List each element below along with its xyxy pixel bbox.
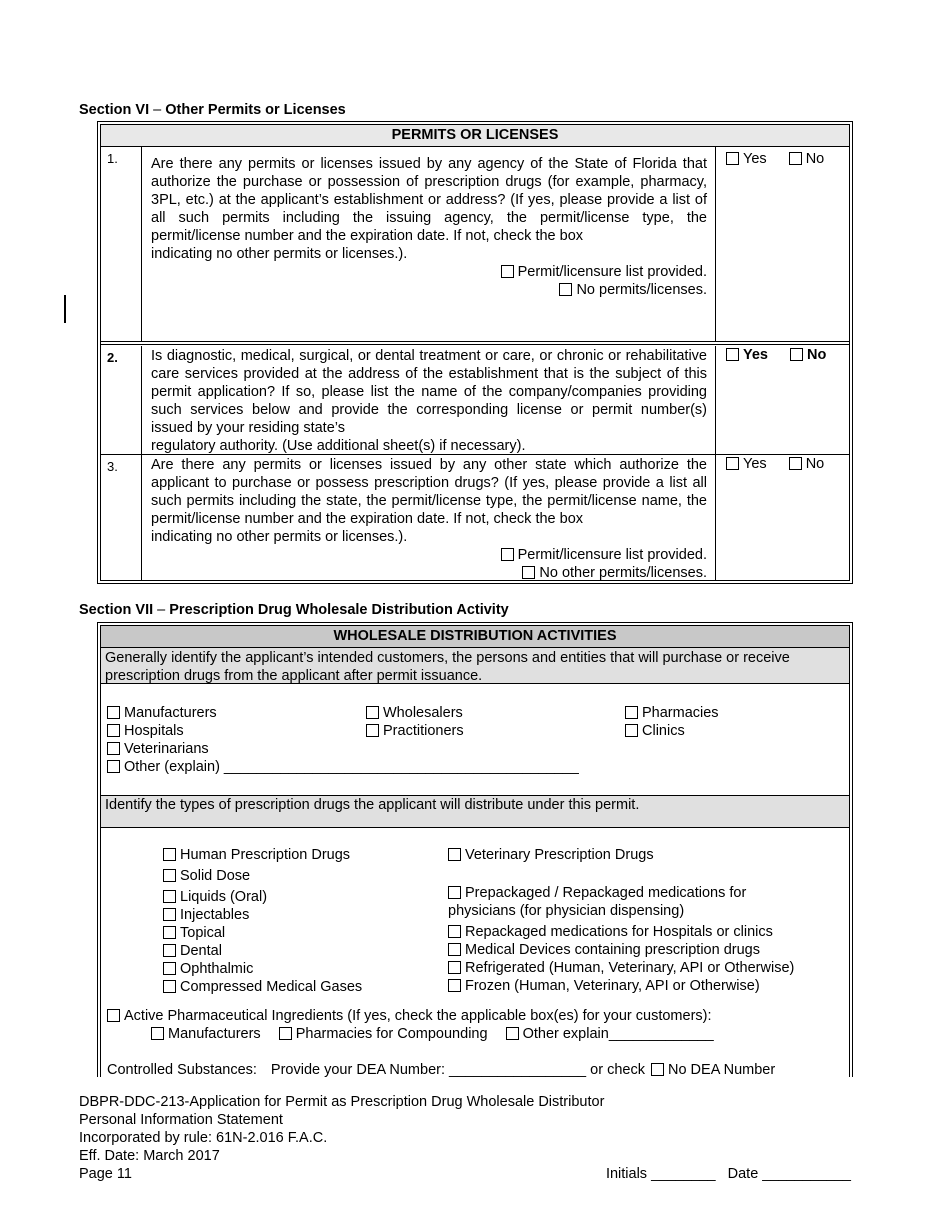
- checkbox[interactable]: [559, 283, 572, 296]
- checkbox[interactable]: [501, 548, 514, 561]
- drug-repackaged-hospitals[interactable]: Repackaged medications for Hospitals or clinics: [448, 923, 794, 941]
- customer-other[interactable]: Other (explain) ____________________________________________: [107, 758, 579, 776]
- checkbox[interactable]: [448, 925, 461, 938]
- drugs-right-col: [448, 846, 794, 995]
- checkbox[interactable]: [448, 886, 461, 899]
- checkbox[interactable]: [448, 848, 461, 861]
- drugs-left-col: [163, 846, 362, 996]
- no-checkbox[interactable]: [790, 348, 803, 361]
- page-number: Page 11: [79, 1166, 132, 1182]
- api-customer-options: Manufacturers Pharmacies for Compounding Other explain_____________: [107, 1025, 714, 1043]
- checkbox[interactable]: [107, 724, 120, 737]
- checkbox[interactable]: [163, 962, 176, 975]
- customer-practitioners[interactable]: Practitioners: [366, 722, 464, 740]
- api-option[interactable]: Active Pharmaceutical Ingredients (If yes, check the applicable box(es) for your customers):: [107, 1007, 714, 1025]
- api-other-checkbox[interactable]: [506, 1027, 519, 1040]
- customer-clinics[interactable]: Clinics: [625, 722, 719, 740]
- yes-checkbox[interactable]: [726, 152, 739, 165]
- drug-frozen[interactable]: Frozen (Human, Veterinary, API or Otherwise): [448, 977, 794, 995]
- api-pharmacies-checkbox[interactable]: [279, 1027, 292, 1040]
- checkbox[interactable]: [107, 1009, 120, 1022]
- customers-options: [101, 685, 849, 796]
- drug-dental[interactable]: Dental: [163, 942, 362, 960]
- customers-col-2: [366, 704, 464, 740]
- checkbox[interactable]: [107, 742, 120, 755]
- permit-question-2: Is diagnostic, medical, surgical, or dental treatment or care, or chronic or rehabilitative care services provided at the address of the establishment that is the subject of this permit application? If so, please list the name of the company/companies providing such services below and provide the corresponding license or permit number(s) issued by your residing state’s regulatory authority. (Use additional sheet(s) if necessary).: [151, 348, 707, 454]
- no-permits-option[interactable]: No permits/licenses.: [151, 281, 707, 299]
- checkbox[interactable]: [625, 724, 638, 737]
- yes-checkbox[interactable]: [726, 348, 739, 361]
- checkbox[interactable]: [448, 979, 461, 992]
- permits-table: [97, 121, 853, 584]
- drug-injectables[interactable]: Injectables: [163, 906, 362, 924]
- drug-human[interactable]: Human Prescription Drugs: [163, 846, 362, 864]
- checkbox[interactable]: [163, 926, 176, 939]
- row-number: 1.: [107, 151, 118, 166]
- no-checkbox[interactable]: [789, 457, 802, 470]
- yes-no-group: Yes No: [726, 151, 846, 167]
- permit-row-3: [101, 455, 849, 580]
- drug-veterinary[interactable]: Veterinary Prescription Drugs: [448, 846, 794, 864]
- checkbox[interactable]: [163, 869, 176, 882]
- customers-col-3: [625, 704, 719, 740]
- drug-ophthalmic[interactable]: Ophthalmic: [163, 960, 362, 978]
- customer-veterinarians[interactable]: Veterinarians: [107, 740, 579, 758]
- drug-types-prompt: Identify the types of prescription drugs the applicant will distribute under this permit.: [101, 796, 849, 828]
- checkbox[interactable]: [448, 943, 461, 956]
- yes-checkbox[interactable]: [726, 457, 739, 470]
- customer-manufacturers[interactable]: Manufacturers: [107, 704, 579, 722]
- checkbox[interactable]: [366, 706, 379, 719]
- drug-medical-devices[interactable]: Medical Devices containing prescription drugs: [448, 941, 794, 959]
- customer-pharmacies[interactable]: Pharmacies: [625, 704, 719, 722]
- permit-question-1: Are there any permits or licenses issued by any agency of the State of Florida that authorize the purchase or possession of prescription drugs (for example, pharmacy, 3PL, etc.) at the applicant’s establishment or address? (If yes, please provide a list of all such permits including the issuing agency, the permit/license type, the permit/license number and the expiration date. If not, check the box indicating no other permits or licenses.). Permit/licensure list provided. No permits/licenses.: [151, 156, 707, 298]
- checkbox[interactable]: [163, 944, 176, 957]
- row-number: 2.: [107, 350, 118, 365]
- drug-liquids[interactable]: Liquids (Oral): [163, 888, 362, 906]
- drug-compressed-gases[interactable]: Compressed Medical Gases: [163, 978, 362, 996]
- drug-topical[interactable]: Topical: [163, 924, 362, 942]
- checkbox[interactable]: [163, 890, 176, 903]
- no-checkbox[interactable]: [789, 152, 802, 165]
- text-cursor-mark: [64, 295, 66, 323]
- checkbox[interactable]: [625, 706, 638, 719]
- checkbox[interactable]: [501, 265, 514, 278]
- wholesale-table-header: WHOLESALE DISTRIBUTION ACTIVITIES: [101, 626, 849, 648]
- permit-list-provided-option[interactable]: Permit/licensure list provided.: [151, 263, 707, 281]
- permit-question-3: Are there any permits or licenses issued by any other state which authorize the applicant to purchase or possess prescription drugs? (If yes, please provide a list all such permits including the state, the permit/license type, the permit/license name, the permit/license number and the expiration date. If not, check the box indicating no other permits or licenses.). Permit/licensure list provided. No other permits/licenses.: [151, 457, 707, 581]
- section-6-title: Section VI – Other Permits or Licenses: [79, 102, 346, 118]
- checkbox[interactable]: [163, 908, 176, 921]
- customer-wholesalers[interactable]: Wholesalers: [366, 704, 464, 722]
- drug-solid-dose[interactable]: Solid Dose: [163, 867, 362, 885]
- date-field[interactable]: Date ___________: [727, 1166, 851, 1182]
- api-section: [107, 1007, 714, 1043]
- checkbox[interactable]: [107, 760, 120, 773]
- permit-list-provided-option[interactable]: Permit/licensure list provided.: [151, 546, 707, 564]
- row-number: 3.: [107, 459, 118, 474]
- wholesale-activities-table: [97, 622, 853, 1077]
- footer: DBPR-DDC-213-Application for Permit as Prescription Drug Wholesale Distributor Personal Information Statement Incorporated by rule: 61N-2.016 F.A.C. Eff. Date: March 2017 Page 11 Initials ________ Date ___________: [79, 1094, 851, 1182]
- api-manufacturers-checkbox[interactable]: [151, 1027, 164, 1040]
- customers-intro: Generally identify the applicant’s intended customers, the persons and entities that will purchase or receive prescription drugs from the applicant after permit issuance.: [101, 648, 849, 684]
- customers-col-1: [107, 704, 579, 776]
- permits-table-header: PERMITS OR LICENSES: [101, 125, 849, 147]
- checkbox[interactable]: [107, 706, 120, 719]
- checkbox[interactable]: [522, 566, 535, 579]
- checkbox[interactable]: [163, 980, 176, 993]
- yes-no-group: Yes No: [726, 347, 846, 363]
- initials-field[interactable]: Initials ________: [605, 1166, 716, 1182]
- no-dea-checkbox[interactable]: [651, 1063, 664, 1076]
- controlled-substances-row: Controlled Substances: Provide your DEA Number: _________________ or check No DEA Number: [107, 1062, 776, 1078]
- no-other-permits-option[interactable]: No other permits/licenses.: [151, 564, 707, 582]
- yes-no-group: Yes No: [726, 456, 846, 472]
- drug-prepackaged[interactable]: Prepackaged / Repackaged medications for physicians (for physician dispensing): [448, 885, 747, 919]
- drug-types-options: [101, 829, 849, 1081]
- checkbox[interactable]: [163, 848, 176, 861]
- section-7-title: Section VII – Prescription Drug Wholesale Distribution Activity: [79, 602, 509, 618]
- checkbox[interactable]: [366, 724, 379, 737]
- permit-row-1: [101, 147, 849, 345]
- permit-row-2: [101, 346, 849, 455]
- customer-hospitals[interactable]: Hospitals: [107, 722, 579, 740]
- checkbox[interactable]: [448, 961, 461, 974]
- drug-refrigerated[interactable]: Refrigerated (Human, Veterinary, API or Otherwise): [448, 959, 794, 977]
- dea-number-field[interactable]: Provide your DEA Number: _________________ or check: [270, 1062, 645, 1078]
